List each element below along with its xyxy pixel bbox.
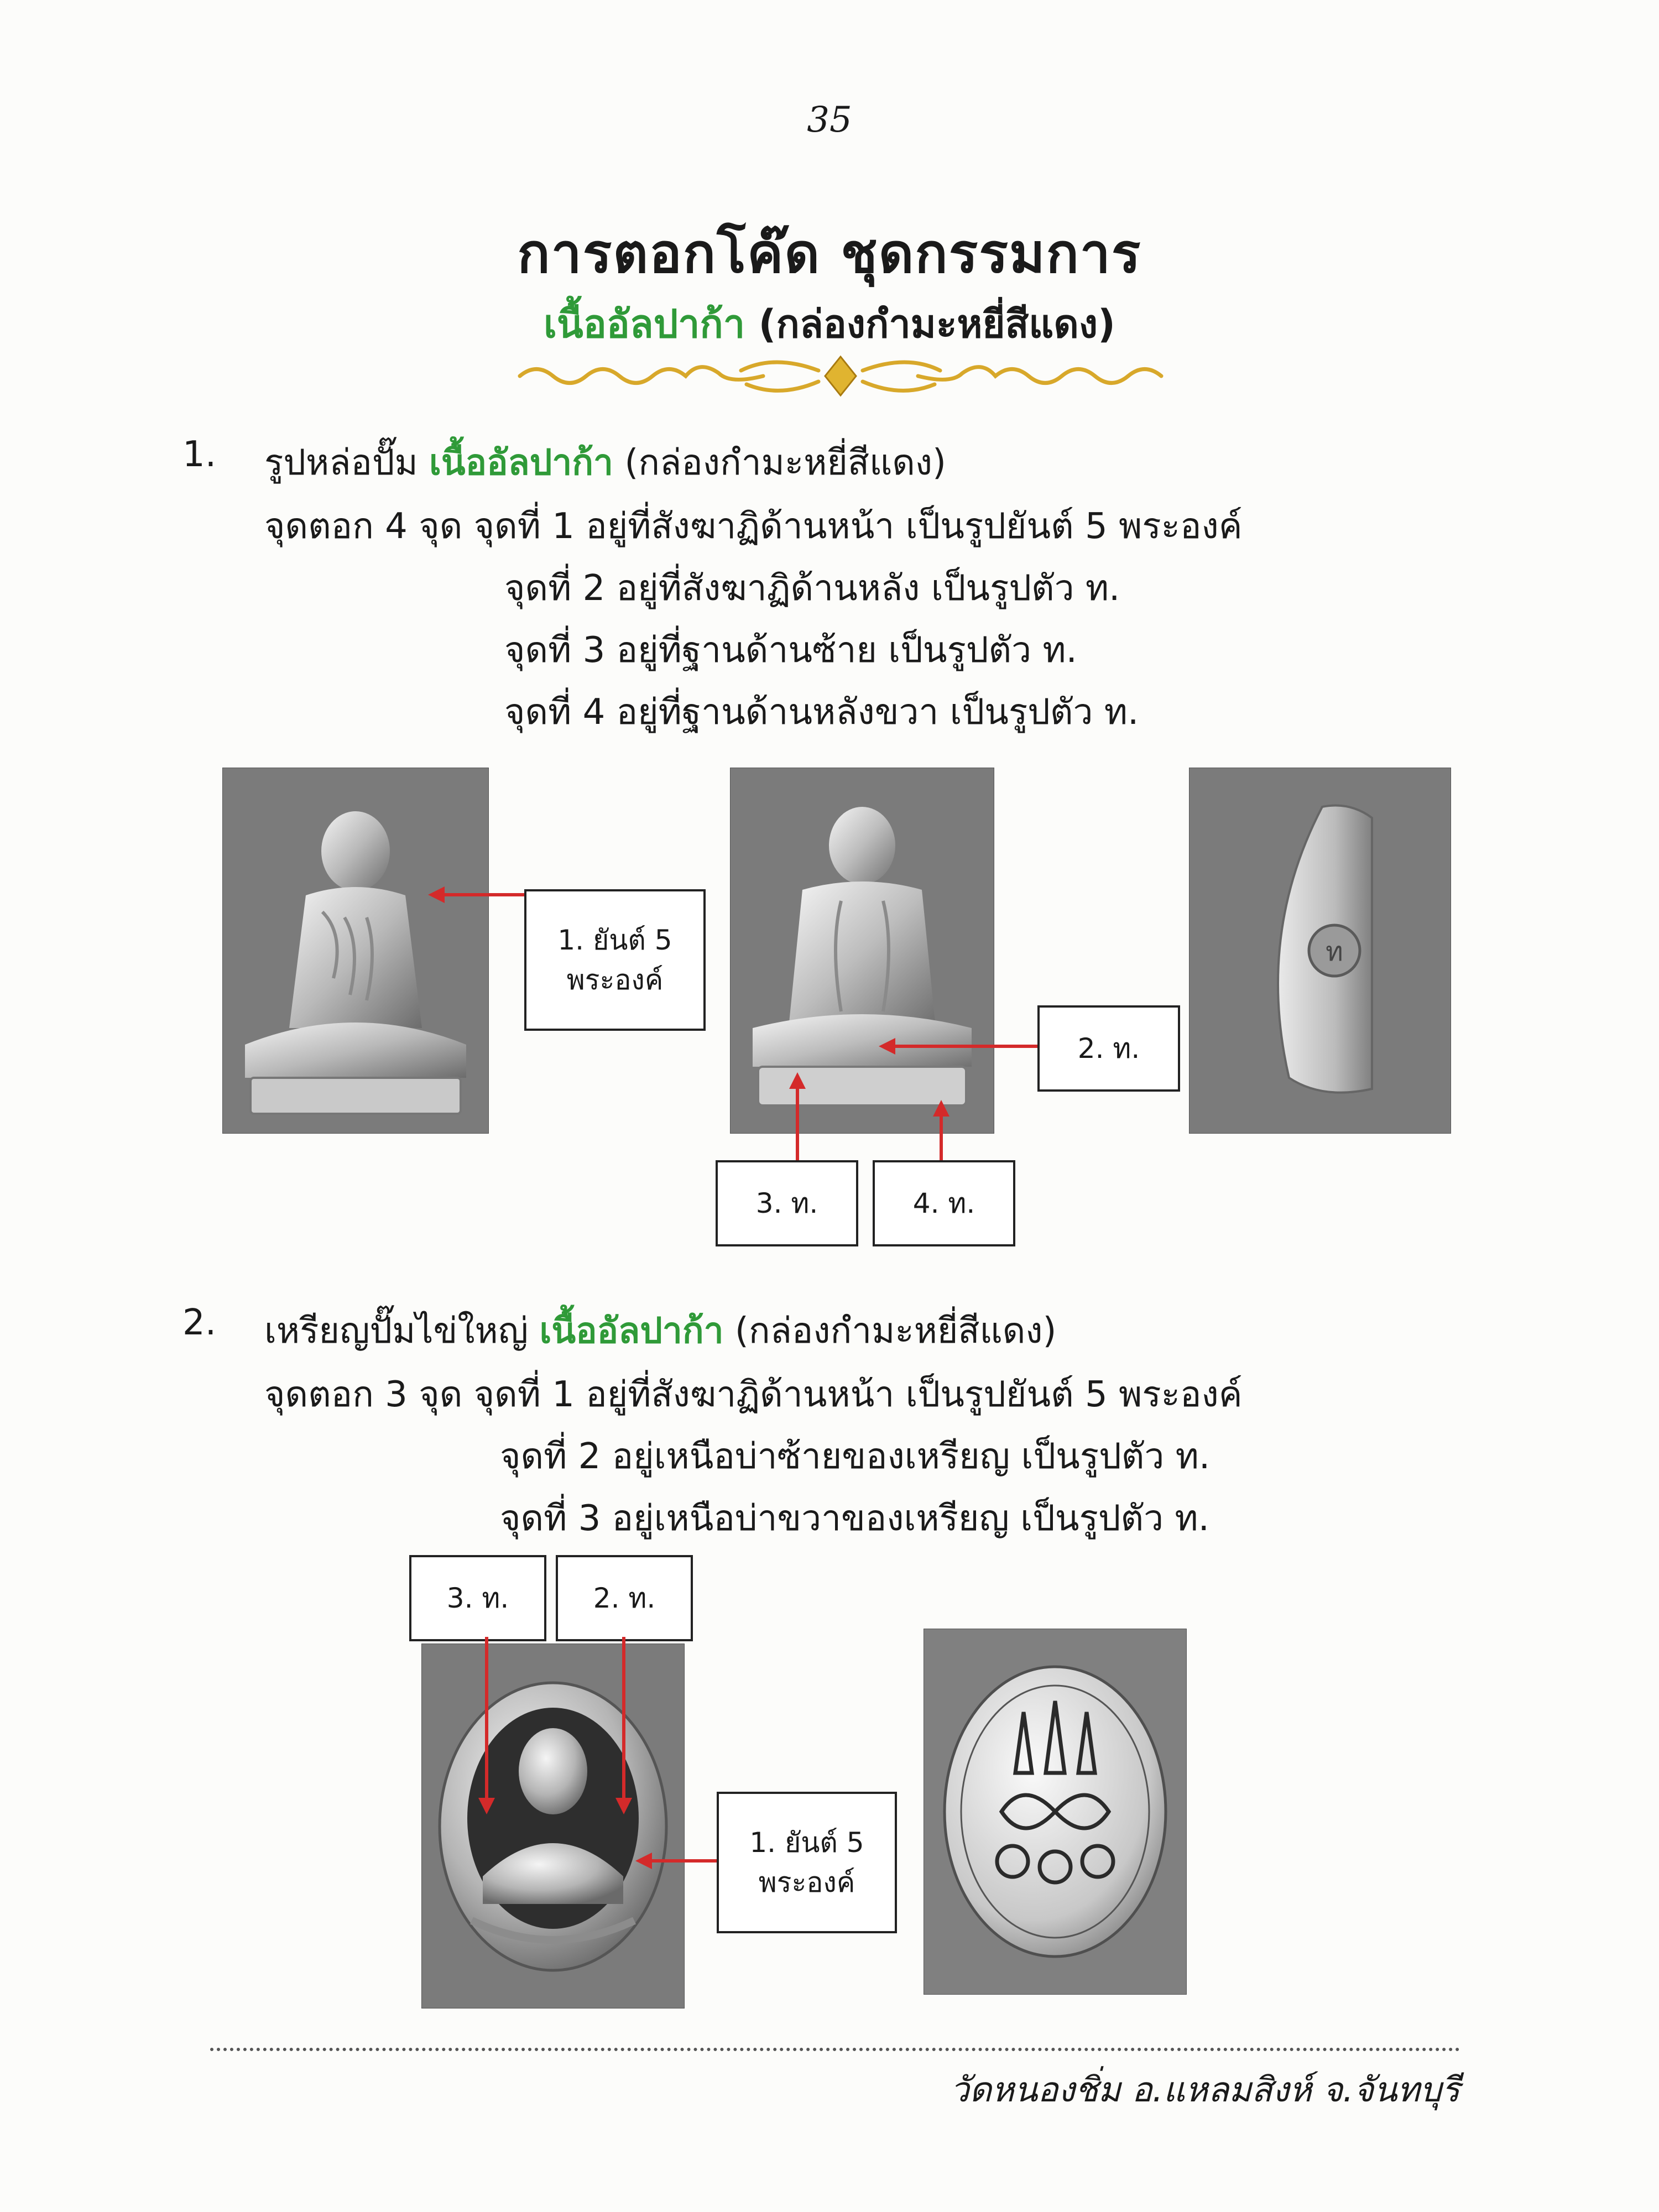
statue-back-photo — [730, 768, 994, 1134]
svg-text:ท: ท — [1326, 936, 1343, 967]
section1-heading-material: เนื้ออัลปาก้า — [429, 442, 613, 483]
section1-line: จุดที่ 2 อยู่ที่สังฆาฏิด้านหลัง เป็นรูปตัว ท. — [504, 568, 1120, 609]
section1-heading — [264, 434, 946, 491]
section1-line: จุดที่ 3 อยู่ที่ฐานด้านซ้าย เป็นรูปตัว ท. — [504, 630, 1077, 671]
section2-heading-box: (กล่องกำมะหยี่สีแดง) — [723, 1311, 1057, 1352]
section2-line: จุดตอก 3 จุด จุดที่ 1 อยู่ที่สังฆาฏิด้านหน้า เป็นรูปยันต์ 5 พระองค์ — [264, 1374, 1243, 1415]
footer-location: วัดหนองชิ่ม อ.แหลมสิงห์ จ.จันทบุรี — [950, 2069, 1460, 2110]
section2-number: 2. — [182, 1302, 217, 1343]
page-number: 35 — [807, 100, 852, 140]
page-title: การตอกโค๊ด ชุดกรรมการ — [517, 222, 1142, 285]
coin-back-photo — [924, 1629, 1187, 1995]
section2-heading-material: เนื้ออัลปาก้า — [539, 1311, 724, 1352]
label-yant-5: 1. ยันต์ 5 พระองค์ — [717, 1792, 897, 1933]
ornament-divider — [509, 354, 1172, 398]
section2-line: จุดที่ 2 อยู่เหนือบ่าซ้ายของเหรียญ เป็นรูปตัว ท. — [500, 1436, 1211, 1477]
label-tho-3: 3. ท. — [716, 1160, 858, 1246]
section1-number: 1. — [182, 434, 217, 475]
statue-base-photo — [1189, 768, 1451, 1134]
coin-front-photo — [421, 1644, 685, 2008]
section2-heading-prefix: เหรียญปั๊มไข่ใหญ่ — [264, 1311, 540, 1352]
section1-heading-prefix: รูปหล่อปั๊ม — [264, 442, 429, 483]
page-subtitle — [0, 293, 1659, 354]
label-yant-5: 1. ยันต์ 5 พระองค์ — [524, 889, 706, 1031]
footer-divider — [210, 2048, 1460, 2051]
label-tho-2: 2. ท. — [556, 1555, 693, 1641]
statue-front-photo — [222, 768, 489, 1134]
label-tho-3: 3. ท. — [409, 1555, 546, 1641]
section1-line: จุดตอก 4 จุด จุดที่ 1 อยู่ที่สังฆาฏิด้านหน้า เป็นรูปยันต์ 5 พระองค์ — [264, 506, 1243, 547]
label-tho-2: 2. ท. — [1037, 1005, 1180, 1092]
section2-heading — [264, 1302, 1057, 1359]
subtitle-box: (กล่องกำมะหยี่สีแดง) — [745, 301, 1116, 347]
subtitle-material: เนื้ออัลปาก้า — [543, 301, 745, 347]
section1-heading-box: (กล่องกำมะหยี่สีแดง) — [613, 442, 946, 483]
section2-line: จุดที่ 3 อยู่เหนือบ่าขวาของเหรียญ เป็นรูปตัว ท. — [500, 1498, 1209, 1539]
label-tho-4: 4. ท. — [873, 1160, 1015, 1246]
section1-line: จุดที่ 4 อยู่ที่ฐานด้านหลังขวา เป็นรูปตัว ท. — [504, 692, 1139, 733]
